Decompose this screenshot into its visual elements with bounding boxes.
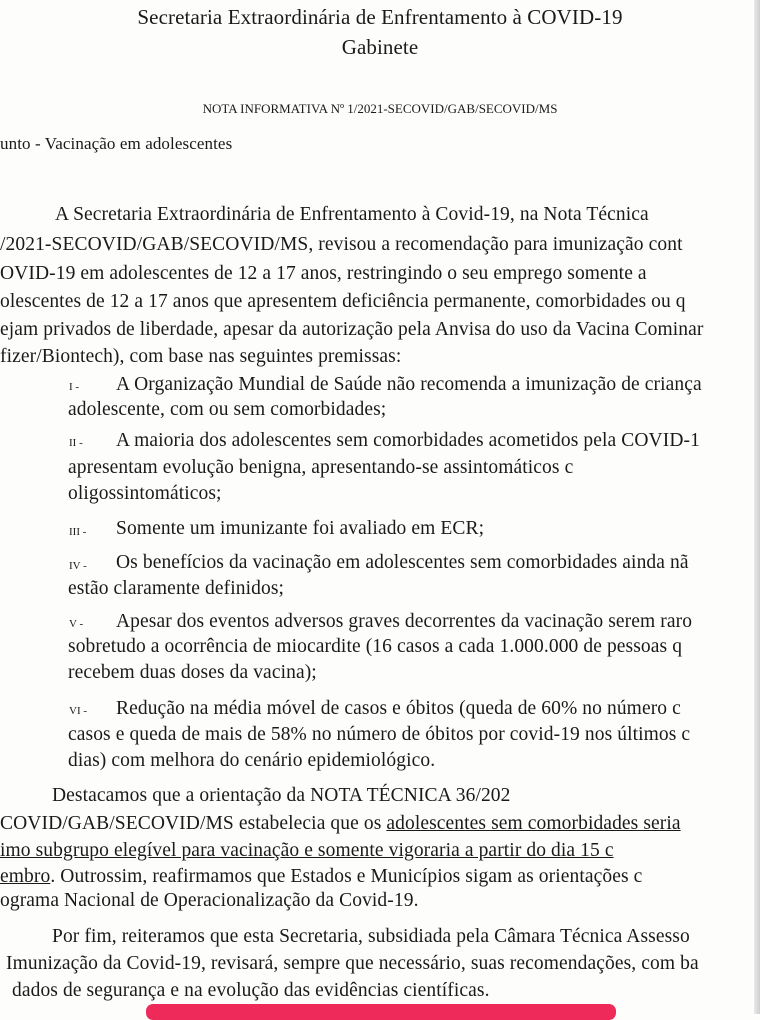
page-edge-shadow	[754, 0, 760, 1014]
intro-line-2: /2021-SECOVID/GAB/SECOVID/MS, revisou a recomendação para imunização cont	[0, 234, 683, 255]
intro-line-6: fizer/Biontech), com base nas seguintes premissas:	[0, 346, 402, 367]
premissa-v-line-2: sobretudo a ocorrência de miocardite (16 casos a cada 1.000.000 de pessoas q	[68, 636, 683, 657]
underlined-text-adolescentes: adolescentes sem comorbidades seria	[386, 813, 681, 834]
destacamos-line-3: imo subgrupo elegível para vacinação e somente vigoraria a partir do dia 15 c	[0, 840, 614, 861]
destacamos-line-1: Destacamos que a orientação da NOTA TÉCNICA 36/202	[52, 785, 511, 806]
intro-line-1: A Secretaria Extraordinária de Enfrentamento à Covid-19, na Nota Técnica	[55, 204, 649, 225]
intro-line-4: olescentes de 12 a 17 anos que apresentem deficiência permanente, comorbidades ou q	[0, 291, 686, 312]
premissa-numeral-iii: III -	[69, 526, 87, 538]
premissa-iv-line-1: Os benefícios da vacinação em adolescentes sem comorbidades ainda nã	[116, 552, 689, 573]
premissa-vi-line-3: dias) com melhora do cenário epidemiológico.	[68, 750, 436, 771]
header-gabinete: Gabinete	[341, 35, 419, 59]
premissa-ii-line-1: A maioria dos adolescentes sem comorbidades acometidos pela COVID-1	[116, 430, 700, 451]
premissa-vi-line-2: casos e queda de mais de 58% no número de óbitos por covid-19 nos últimos c	[68, 724, 691, 745]
premissa-numeral-vi: VI -	[69, 705, 88, 717]
premissa-ii-line-2: apresentam evolução benigna, apresentando-se assintomáticos c	[68, 457, 574, 478]
premissa-numeral-v: V -	[69, 618, 84, 630]
porfim-line-2: Imunização da Covid-19, revisará, sempre que necessário, suas recomendações, com ba	[6, 953, 699, 974]
premissa-v-line-3: recebem duas doses da vacina);	[68, 662, 317, 683]
premissa-numeral-iv: IV -	[69, 560, 87, 572]
premissa-numeral-i: I -	[69, 381, 80, 393]
premissa-iv-line-2: estão claramente definidos;	[68, 578, 285, 599]
assunto-line: unto - Vacinação em adolescentes	[0, 134, 233, 153]
intro-line-5: ejam privados de liberdade, apesar da autorização pela Anvisa do uso da Vacina Cominar	[0, 319, 704, 340]
intro-line-3: OVID-19 em adolescentes de 12 a 17 anos, restringindo o seu emprego somente a	[0, 263, 647, 284]
premissa-v-line-1: Apesar dos eventos adversos graves decorrentes da vacinação serem raro	[116, 611, 693, 632]
destacamos-line-4-text: . Outrossim, reafirmamos que Estados e Municípios sigam as orientações c	[50, 866, 643, 887]
underlined-text-embro: embro	[0, 866, 51, 887]
nota-informativa-number: NOTA INFORMATIVA Nº 1/2021-SECOVID/GAB/SECOVID/MS	[202, 101, 558, 116]
red-overlay-bar	[146, 1004, 616, 1020]
premissa-vi-line-1: Redução na média móvel de casos e óbitos (queda de 60% no número c	[116, 698, 681, 719]
premissa-numeral-ii: II -	[69, 437, 83, 449]
header-secretaria: Secretaria Extraordinária de Enfrentamento à COVID-19	[137, 5, 623, 29]
destacamos-line-5: ograma Nacional de Operacionalização da Covid-19.	[0, 890, 419, 911]
porfim-line-3: dados de segurança e na evolução das evidências científicas.	[12, 980, 490, 1001]
destacamos-line-2-text: COVID/GAB/SECOVID/MS estabelecia que os	[0, 813, 387, 834]
premissa-i-line-2: adolescente, com ou sem comorbidades;	[68, 399, 387, 420]
premissa-iii-line-1: Somente um imunizante foi avaliado em ECR;	[116, 518, 485, 539]
porfim-line-1: Por fim, reiteramos que esta Secretaria, subsidiada pela Câmara Técnica Assesso	[52, 926, 690, 947]
destacamos-line-4	[0, 866, 642, 888]
premissa-ii-line-3: oligossintomáticos;	[68, 483, 222, 504]
destacamos-line-2	[0, 813, 681, 835]
premissa-i-line-1: A Organização Mundial de Saúde não recomenda a imunização de criança	[116, 374, 702, 395]
